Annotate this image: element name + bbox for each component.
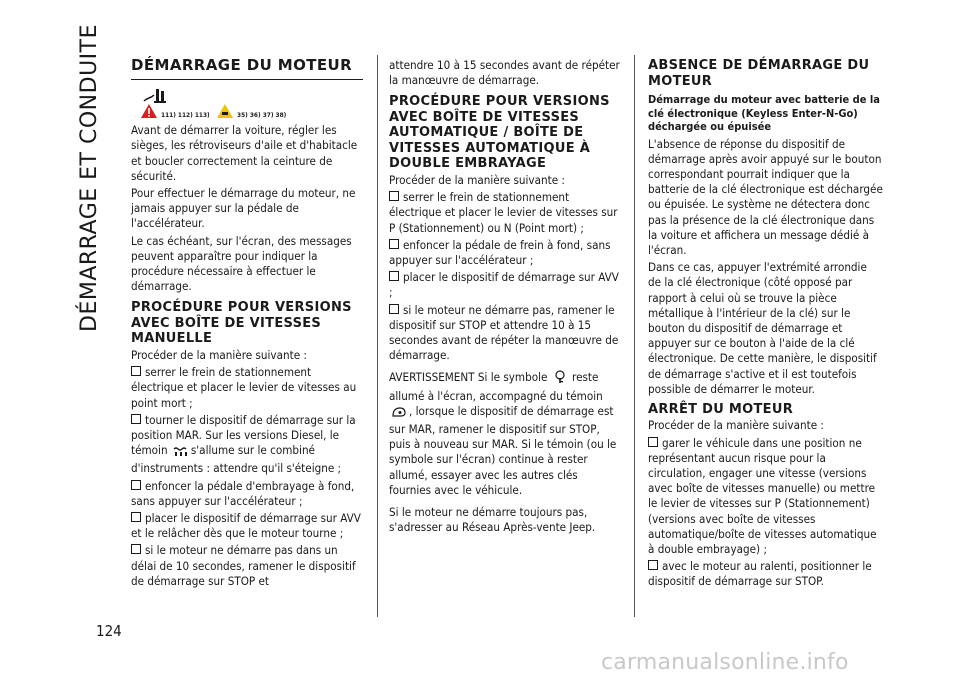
warning-triangle-icon xyxy=(141,104,157,124)
list-item: serrer le frein de stationnement électrique et placer le levier de vitesses au point mort ; xyxy=(131,365,357,410)
bullet-icon xyxy=(389,271,399,281)
intro-text: Procéder de la manière suivante : xyxy=(131,347,307,362)
page-number: 124 xyxy=(96,622,122,640)
bullet-icon xyxy=(131,366,141,376)
bullet-icon xyxy=(389,239,399,249)
bullet-icon xyxy=(389,304,399,314)
section-title: DÉMARRAGE ET CONDUITE xyxy=(77,24,102,332)
caution-refs: 35) 36) 37) 38) xyxy=(237,111,287,120)
list-item: enfoncer la pédale de frein à fond, sans appuyer sur l'accélérateur ; xyxy=(389,237,611,267)
bullet-icon xyxy=(389,191,399,201)
bullet-icon xyxy=(131,480,141,490)
icon-row xyxy=(131,85,363,107)
column-divider xyxy=(377,55,378,617)
column-3 xyxy=(648,58,883,592)
list-item: enfoncer la pédale d'embrayage à fond, sans appuyer sur l'accélérateur ; xyxy=(131,478,355,508)
column-2 xyxy=(389,58,623,537)
warning-paragraph: AVERTISSEMENT Si le symbole reste allumé à l'écran, accompagné du témoin , lorsque le dispositif de démarrage est sur MAR, ramener le dispositif sur STOP, puis à nouveau sur MAR. Si le témoin (ou le symbole sur l'écran) continue à rester allumé, essayer avec les autres clés fournies avec le véhicule. xyxy=(389,370,617,497)
column-divider xyxy=(634,55,635,617)
heading-manual-procedure: PROCÉDURE POUR VERSIONS AVEC BOÎTE DE VITESSES MANUELLE xyxy=(131,300,352,347)
paragraph: Le cas échéant, sur l'écran, des messages peuvent apparaître pour indiquer la procédure nécessaire à effectuer le démarrage. xyxy=(131,233,352,294)
paragraph: Pour effectuer le démarrage du moteur, ne jamais appuyer sur la pédale de l'accélérateur. xyxy=(131,186,356,231)
bullet-icon xyxy=(131,544,141,554)
paragraph: Si le moteur ne démarre toujours pas, s'adresser au Réseau Après-vente Jeep. xyxy=(389,504,596,535)
list-item: avec le moteur au ralenti, positionner le dispositif de démarrage sur STOP. xyxy=(648,559,872,589)
paragraph: attendre 10 à 15 secondes avant de répéter la manœuvre de démarrage. xyxy=(389,58,620,88)
list-item: garer le véhicule dans une position ne représentant aucun risque pour la circulation, engager une vitesse (versions avec boîte de vitesses manuelle) ou mettre le levier de vitesses sur P (Stationnement) (versions avec boîte de vitesses automatique/boîte de vitesses automatique à double embrayage) ; xyxy=(648,435,877,557)
immobilizer-icon xyxy=(391,406,407,422)
list-item: si le moteur ne démarre pas, ramener le dispositif sur STOP et attendre 10 à 15 secondes avant de répéter la manœuvre de démarrage. xyxy=(389,302,619,363)
watermark: carmanualsonline.info xyxy=(601,650,849,675)
list-item: si le moteur ne démarre pas dans un délai de 10 secondes, ramener le dispositif de démarrage sur STOP et xyxy=(131,543,356,588)
bullet-icon xyxy=(131,414,141,424)
bullet-icon xyxy=(131,512,141,522)
list-item: placer le dispositif de démarrage sur AVV ; xyxy=(389,270,619,300)
heading-engine-stop: ARRÊT DU MOTEUR xyxy=(648,401,794,417)
paragraph: L'absence de réponse du dispositif de démarrage après avoir appuyé sur le bouton correspondant pourrait indiquer que la batterie de la clé électronique est déchargée ou épuisée. Le système ne détectera donc pas la présence de la clé électronique dans la voiture et affichera un message dédié à l'écran. xyxy=(648,136,883,257)
list-item: placer le dispositif de démarrage sur AVV et le relâcher dès que le moteur tourne ; xyxy=(131,510,361,541)
bullet-icon xyxy=(648,437,658,447)
list-item: serrer le frein de stationnement électrique et placer le levier de vitesses sur P (Stationnement) ou N (Point mort) ; xyxy=(389,190,618,235)
heading-automatic-procedure: PROCÉDURE POUR VERSIONS AVEC BOÎTE DE VITESSES AUTOMATIQUE / BOÎTE DE VITESSES AUTOMATIQUE À DOUBLE EMBRAYAGE xyxy=(389,94,610,172)
glow-plug-icon xyxy=(173,446,189,461)
subheading-keyless: Démarrage du moteur avec batterie de la clé électronique (Keyless Enter-N-Go) déchargée ou épuisée xyxy=(648,93,880,133)
intro-text: Procéder de la manière suivante : xyxy=(389,172,565,187)
paragraph: Avant de démarrer la voiture, régler les sièges, les rétroviseurs d'aile et d'habitacle et boucler correctement la ceinture de sécurité. xyxy=(131,123,358,183)
heading-demarrage: DÉMARRAGE DU MOTEUR xyxy=(131,58,363,80)
bullet-icon xyxy=(648,560,658,570)
intro-text: Procéder de la manière suivante : xyxy=(648,418,824,433)
list-item: tourner le dispositif de démarrage sur la position MAR. Sur les versions Diesel, le témoin s'allume sur le combiné d'instruments : attendre qu'il s'éteigne ; xyxy=(131,412,356,476)
key-symbol-icon xyxy=(553,370,567,388)
heading-no-start: ABSENCE DE DÉMARRAGE DU MOTEUR xyxy=(648,58,870,89)
caution-triangle-icon xyxy=(217,104,233,124)
column-1 xyxy=(131,58,363,591)
warning-refs: 111) 112) 113) xyxy=(161,111,210,120)
paragraph: Dans ce cas, appuyer l'extrémité arrondie de la clé électronique (côté opposé par rapport à celui où se trouve la pièce métallique à l'intérieur de la clé) sur le bouton du dispositif de démarrage et appuyer sur ce bouton à l'aide de la clé électronique. De cette manière, le dispositif de démarrage s'active et il est toutefois possible de démarrer le moteur. xyxy=(648,260,877,396)
reference-row xyxy=(131,108,363,123)
